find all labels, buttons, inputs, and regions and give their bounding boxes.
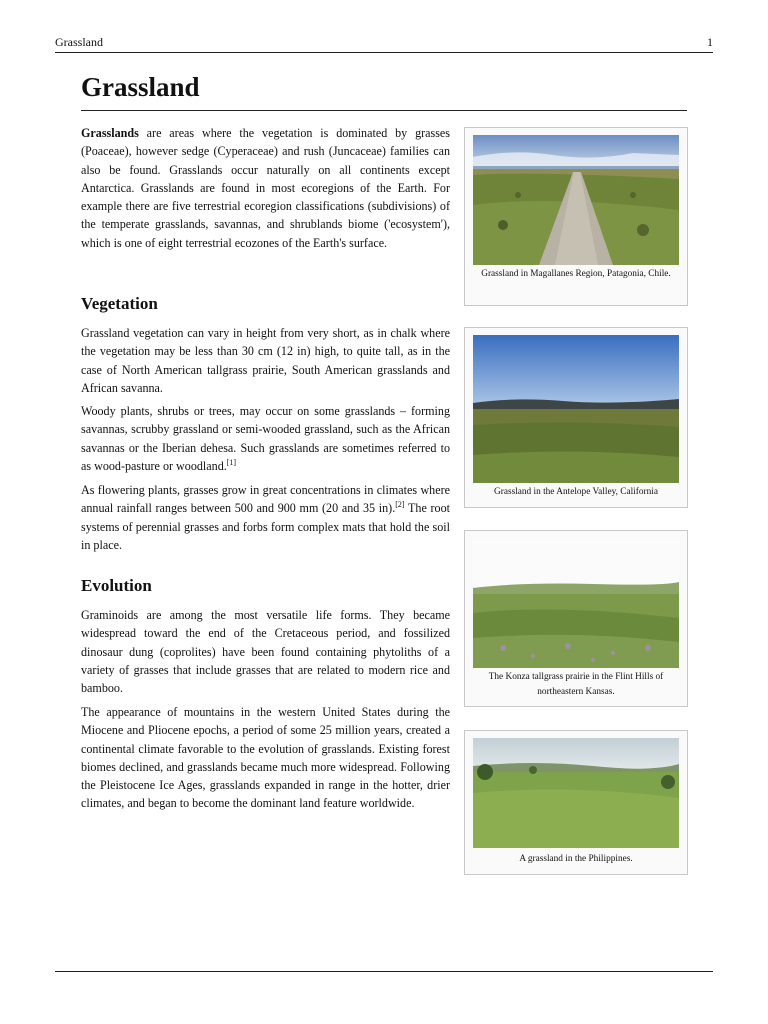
intro-paragraph [81, 124, 450, 252]
figure-patagonia [464, 127, 688, 306]
evolution-paragraph-2 [81, 703, 450, 813]
intro-block [81, 124, 450, 252]
page-number: 1 [707, 35, 713, 49]
vegetation-paragraph-3-body-b: The root systems of perennial grasses and forbs form complex mats that hold the soil in place. [81, 501, 450, 552]
figure-caption: The Konza tallgrass prairie in the Flint Hills of northeastern Kansas. [488, 672, 664, 697]
footer-divider [55, 971, 713, 972]
section-heading-vegetation: Vegetation [81, 294, 158, 313]
evolution-paragraph-2-text: The appearance of mountains in the western United States during the Miocene and Pliocene epochs, a period of some 25 million years, created a continental climate favorable to the evolution of grasslands. Existing forest biomes declined, and grasslands became much more widespread. Following the Pleistocene Ice Ages, grasslands expanded in range in the hotter, drier climates, and began to become the dominant land feature worldwide. [81, 705, 450, 811]
running-header [55, 34, 713, 53]
photo-philippines-grassland[interactable] [473, 738, 679, 848]
article-title: Grassland [81, 72, 200, 102]
figure-caption: Grassland in Magallanes Region, Patagonia, Chile. [481, 269, 671, 279]
figure-philippines [464, 730, 688, 875]
title-divider [81, 110, 687, 111]
vegetation-paragraph-2-body: Woody plants, shrubs or trees, may occur on some grasslands – forming savannas, scrubby grassland or semi-wooded grassland, such as the African savannas or the Iberian dehesa. Such grasslands are sometimes referred to as wood-pasture or woodland. [81, 404, 450, 473]
photo-antelope-valley[interactable] [473, 335, 679, 483]
evolution-paragraph-1 [81, 606, 450, 697]
intro-text: are areas where the vegetation is dominated by grasses (Poaceae), however sedge (Cyperaceae) and rush (Juncaceae) families can also be found. Grasslands occur naturally on all continents except Antarctica. Grasslands are found in most ecoregions of the Earth. For example there are five terrestrial ecoregion classifications (subdivisions) of the temperate grasslands, savannas, and shrublands biome ('ecosystem'), which is one of eight terrestrial ecozones of the Earth's surface. [81, 126, 450, 250]
evolution-paragraph-1-text: Graminoids are among the most versatile life forms. They became widespread toward the end of the Cretaceous period, and fossilized dinosaur dung (coprolites) have been found containing phytoliths of a variety of grasses that include grasses that are related to modern rice and bamboo. [81, 608, 450, 696]
intro-lead-term: Grasslands [81, 126, 139, 140]
figure-konza-prairie [464, 530, 688, 707]
vegetation-paragraph-2-text [81, 402, 450, 475]
running-header-title: Grassland [55, 35, 103, 49]
photo-patagonia-road[interactable] [473, 135, 679, 265]
vegetation-paragraph-2 [81, 402, 450, 475]
citation-ref-2[interactable]: [2] [395, 500, 405, 510]
citation-ref-1[interactable]: [1] [226, 457, 237, 467]
photo-konza-prairie[interactable] [473, 538, 679, 668]
vegetation-paragraph-1-text: Grassland vegetation can vary in height from very short, as in chalk where the vegetation may be less than 30 cm (12 in) high, to quite tall, as in the case of North American tallgrass prairie, South American grasslands and African savanna. [81, 326, 450, 395]
section-heading-evolution: Evolution [81, 576, 152, 595]
vegetation-paragraph-3-body-a: As flowering plants, grasses grow in great concentrations in climates where annual rainfall ranges between 500 and 900 mm (20 and 35 in). [81, 483, 450, 516]
figure-caption: Grassland in the Antelope Valley, California [494, 487, 658, 497]
vegetation-paragraph-1 [81, 324, 450, 397]
vegetation-paragraph-3 [81, 481, 450, 554]
figure-antelope-valley [464, 327, 688, 508]
figure-caption: A grassland in the Philippines. [519, 854, 633, 864]
vegetation-paragraph-3-text [81, 481, 450, 554]
